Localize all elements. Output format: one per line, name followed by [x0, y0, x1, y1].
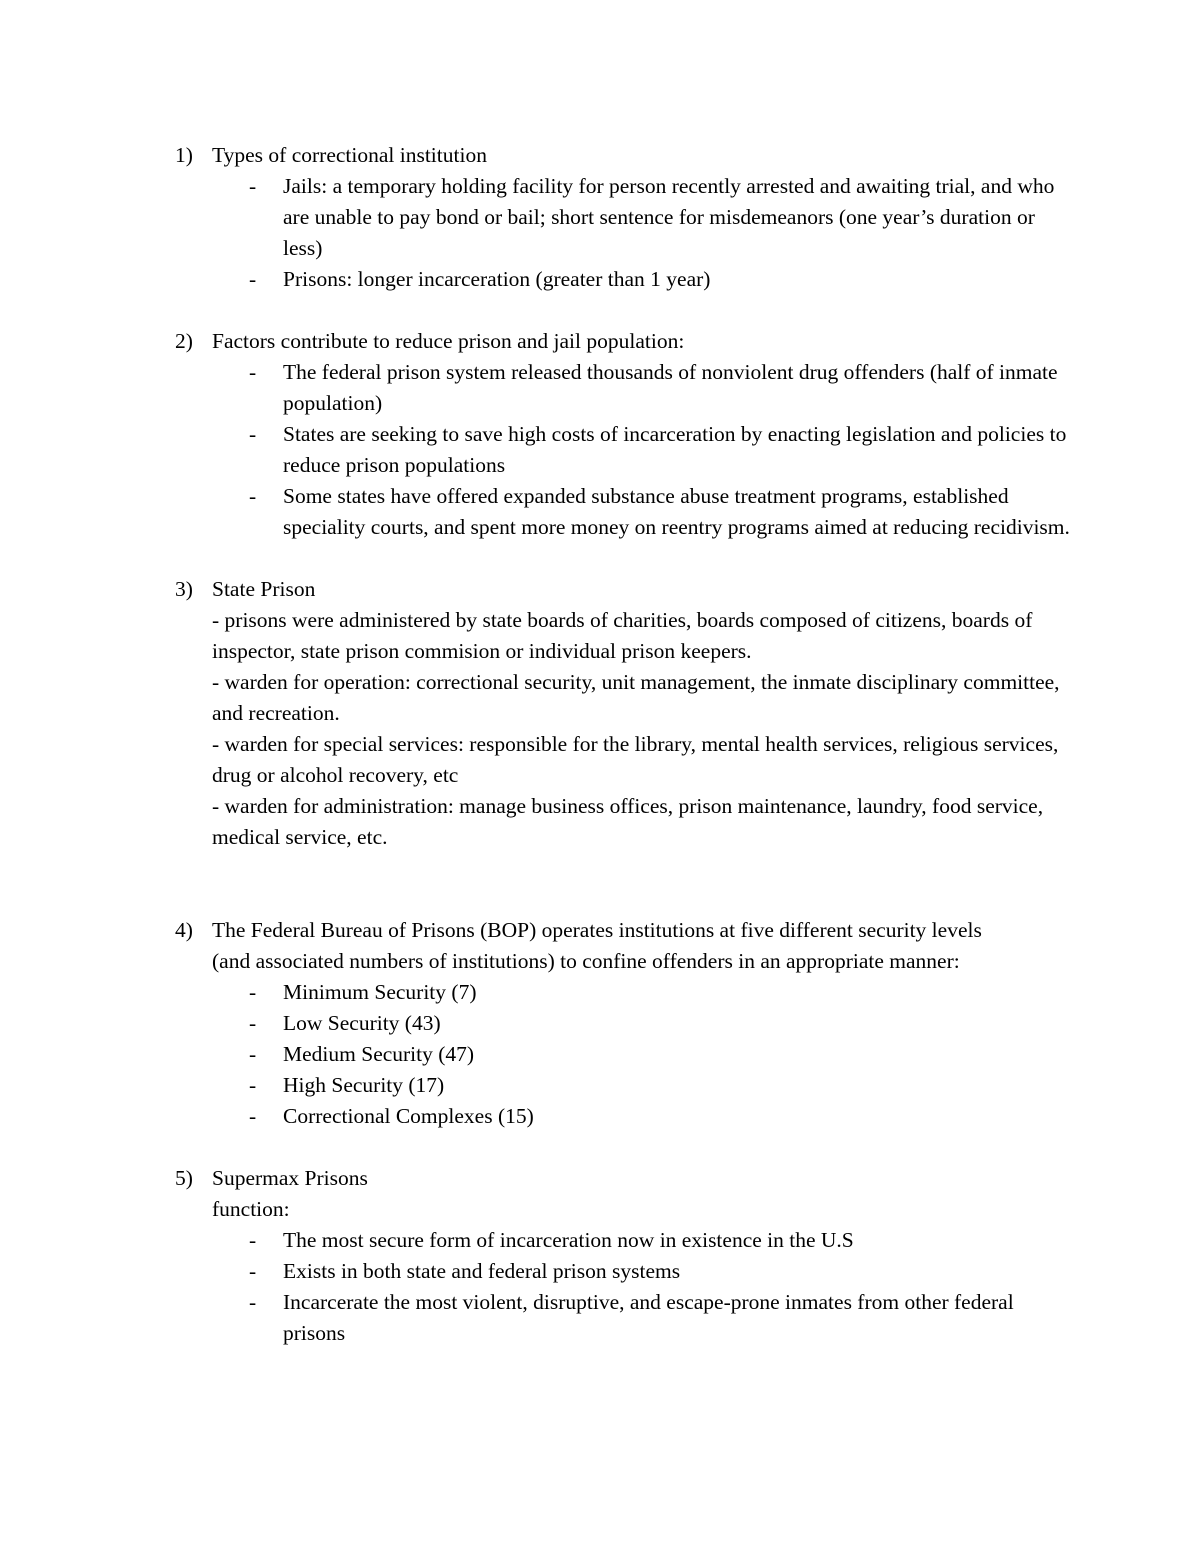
- section-title: State Prison: [212, 577, 316, 601]
- paragraph: - warden for operation: correctional security, unit management, the inmate disciplinary committee, and recreation.: [212, 670, 1060, 725]
- section-1-heading: [0, 140, 1200, 171]
- list-item: - Exists in both state and federal prison systems: [0, 1256, 1200, 1287]
- section-subtitle: function:: [212, 1197, 290, 1221]
- list-item: - Prisons: longer incarceration (greater than 1 year): [0, 264, 1200, 295]
- section-4-heading: [0, 915, 1200, 977]
- bullet-dash: -: [249, 1104, 257, 1128]
- section-3-heading: [0, 574, 1200, 605]
- list-item: - High Security (17): [0, 1070, 1200, 1101]
- bullet-dash: -: [249, 1290, 257, 1314]
- paragraph: - prisons were administered by state boards of charities, boards composed of citizens, boards of inspector, state prison commision or individual prison keepers.: [212, 608, 1033, 663]
- document-page: [0, 140, 1200, 1349]
- bullet-dash: -: [249, 1011, 257, 1035]
- section-number: 2): [175, 329, 193, 353]
- section-title: The Federal Bureau of Prisons (BOP) operates institutions at five different security levels (and associated numbers of institutions) to confine offenders in an appropriate manner:: [212, 918, 982, 973]
- bullet-dash: -: [249, 980, 257, 1004]
- list-item: - Low Security (43): [0, 1008, 1200, 1039]
- list-item: - States are seeking to save high costs of incarceration by enacting legislation and policies to reduce prison populations: [0, 419, 1200, 481]
- section-number: 4): [175, 918, 193, 942]
- list-item: - Medium Security (47): [0, 1039, 1200, 1070]
- bullet-dash: -: [249, 1259, 257, 1283]
- list-item: - Minimum Security (7): [0, 977, 1200, 1008]
- bullet-dash: -: [249, 1042, 257, 1066]
- section-number: 5): [175, 1166, 193, 1190]
- bullet-dash: -: [249, 174, 257, 198]
- bullet-dash: -: [249, 1073, 257, 1097]
- bullet-dash: -: [249, 422, 257, 446]
- section-title: Supermax Prisons: [212, 1166, 368, 1190]
- section-5-heading: [0, 1163, 1200, 1194]
- section-number: 3): [175, 577, 193, 601]
- list-item: - Correctional Complexes (15): [0, 1101, 1200, 1132]
- list-item: - The most secure form of incarceration now in existence in the U.S: [0, 1225, 1200, 1256]
- list-item: - Jails: a temporary holding facility for person recently arrested and awaiting trial, and who are unable to pay bond or bail; short sentence for misdemeanors (one year’s duration or less): [0, 171, 1200, 264]
- list-item: - The federal prison system released thousands of nonviolent drug offenders (half of inmate population): [0, 357, 1200, 419]
- bullet-dash: -: [249, 360, 257, 384]
- bullet-dash: -: [249, 1228, 257, 1252]
- paragraph: - warden for special services: responsible for the library, mental health services, religious services, drug or alcohol recovery, etc: [212, 732, 1059, 787]
- bullet-dash: -: [249, 484, 257, 508]
- list-item: - Some states have offered expanded substance abuse treatment programs, established speciality courts, and spent more money on reentry programs aimed at reducing recidivism.: [0, 481, 1200, 543]
- section-2-heading: [0, 326, 1200, 357]
- paragraph: - warden for administration: manage business offices, prison maintenance, laundry, food service, medical service, etc.: [212, 794, 1044, 849]
- bullet-dash: -: [249, 267, 257, 291]
- section-title: Types of correctional institution: [212, 143, 487, 167]
- section-number: 1): [175, 143, 193, 167]
- list-item: - Incarcerate the most violent, disruptive, and escape-prone inmates from other federal prisons: [0, 1287, 1200, 1349]
- section-title: Factors contribute to reduce prison and jail population:: [212, 329, 685, 353]
